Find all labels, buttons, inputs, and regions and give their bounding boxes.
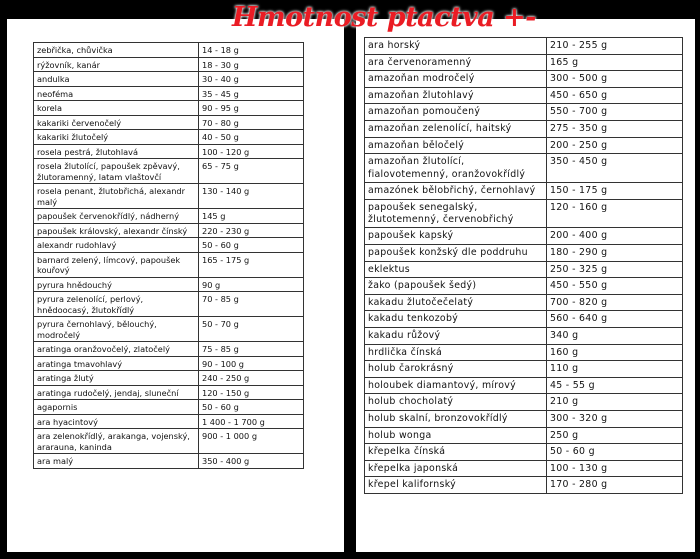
- table-row: [34, 342, 304, 357]
- weight-cell: 200 - 400 g: [547, 228, 683, 245]
- bird-name-cell: amazoňan zelenolící, haitský: [365, 120, 547, 137]
- table-row: [34, 43, 304, 58]
- bird-name-cell: holoubek diamantový, mírový: [365, 377, 547, 394]
- bird-name-cell: pyrura černohlavý, bělouchý, modročelý: [34, 317, 199, 342]
- bird-name-cell: amazoňan modročelý: [365, 71, 547, 88]
- table-row: [365, 278, 683, 295]
- table-row: [34, 144, 304, 159]
- bird-name-cell: rosela žlutolící, papoušek zpěvavý, žlutoramenný, latam vlaštovčí: [34, 159, 199, 184]
- weight-cell: 275 - 350 g: [547, 120, 683, 137]
- bird-name-cell: ara červenoramenný: [365, 54, 547, 71]
- weight-cell: 120 - 160 g: [547, 199, 683, 228]
- bird-name-cell: rosela pestrá, žlutohlavá: [34, 144, 199, 159]
- bird-name-cell: holub wonga: [365, 427, 547, 444]
- weight-cell: 340 g: [547, 327, 683, 344]
- table-row: [34, 429, 304, 454]
- weight-cell: 65 - 75 g: [199, 159, 304, 184]
- bird-name-cell: rýžovník, kanár: [34, 57, 199, 72]
- weight-cell: 45 - 55 g: [547, 377, 683, 394]
- left-sheet: [7, 19, 344, 552]
- bird-name-cell: papoušek konžský dle poddruhu: [365, 244, 547, 261]
- table-row: [365, 261, 683, 278]
- bird-name-cell: křepel kalifornský: [365, 477, 547, 494]
- weight-cell: 100 - 130 g: [547, 460, 683, 477]
- table-row: [365, 361, 683, 378]
- bird-name-cell: aratinga oranžovočelý, zlatočelý: [34, 342, 199, 357]
- bird-name-cell: ara zelenokřídlý, arakanga, vojenský, ararauna, kaninda: [34, 429, 199, 454]
- page-title: Hmotnost ptactva +-: [232, 2, 536, 33]
- bird-name-cell: korela: [34, 101, 199, 116]
- bird-name-cell: neoféma: [34, 86, 199, 101]
- bird-name-cell: kakadu růžový: [365, 327, 547, 344]
- weight-cell: 165 - 175 g: [199, 252, 304, 277]
- weight-cell: 150 - 175 g: [547, 182, 683, 199]
- bird-name-cell: amazoňan žlutohlavý: [365, 87, 547, 104]
- weight-cell: 170 - 280 g: [547, 477, 683, 494]
- table-row: [34, 130, 304, 145]
- table-row: [365, 71, 683, 88]
- table-row: [365, 410, 683, 427]
- bird-name-cell: papoušek kapský: [365, 228, 547, 245]
- weight-cell: 350 - 400 g: [199, 454, 304, 469]
- bird-name-cell: křepelka japonská: [365, 460, 547, 477]
- bird-name-cell: hrdlička čínská: [365, 344, 547, 361]
- table-row: [365, 394, 683, 411]
- right-weight-table: [364, 37, 683, 494]
- table-row: [365, 344, 683, 361]
- weight-cell: 200 - 250 g: [547, 137, 683, 154]
- table-row: [34, 414, 304, 429]
- bird-name-cell: ara hyacintový: [34, 414, 199, 429]
- weight-cell: 110 g: [547, 361, 683, 378]
- table-row: [365, 54, 683, 71]
- bird-name-cell: ara horský: [365, 38, 547, 55]
- bird-name-cell: alexandr rudohlavý: [34, 238, 199, 253]
- weight-cell: 130 - 140 g: [199, 184, 304, 209]
- bird-name-cell: kakadu tenkozobý: [365, 311, 547, 328]
- table-row: [34, 252, 304, 277]
- left-weight-table: [33, 42, 304, 469]
- bird-name-cell: agapornis: [34, 400, 199, 415]
- bird-name-cell: papoušek královský, alexandr čínský: [34, 223, 199, 238]
- weight-cell: 120 - 150 g: [199, 385, 304, 400]
- bird-name-cell: papoušek senegalský, žlutotemenný, červenobřichý: [365, 199, 547, 228]
- table-row: [34, 159, 304, 184]
- bird-name-cell: aratinga rudočelý, jendaj, sluneční: [34, 385, 199, 400]
- table-row: [365, 104, 683, 121]
- table-row: [365, 244, 683, 261]
- table-row: [34, 115, 304, 130]
- bird-name-cell: amazoňan běločelý: [365, 137, 547, 154]
- table-row: [34, 86, 304, 101]
- right-sheet: [356, 19, 695, 552]
- weight-cell: 90 g: [199, 277, 304, 292]
- bird-name-cell: barnard zelený, límcový, papoušek kouřový: [34, 252, 199, 277]
- table-row: [365, 460, 683, 477]
- weight-cell: 50 - 70 g: [199, 317, 304, 342]
- weight-cell: 550 - 700 g: [547, 104, 683, 121]
- bird-name-cell: amazoňan pomoučený: [365, 104, 547, 121]
- weight-cell: 50 - 60 g: [199, 238, 304, 253]
- table-row: [365, 294, 683, 311]
- table-row: [34, 101, 304, 116]
- bird-name-cell: pyrura hnědouchý: [34, 277, 199, 292]
- bird-name-cell: kakariki žlutočelý: [34, 130, 199, 145]
- weight-cell: 18 - 30 g: [199, 57, 304, 72]
- bird-name-cell: andulka: [34, 72, 199, 87]
- table-row: [34, 57, 304, 72]
- bird-name-cell: aratinga žlutý: [34, 371, 199, 386]
- weight-cell: 70 - 80 g: [199, 115, 304, 130]
- weight-cell: 450 - 650 g: [547, 87, 683, 104]
- bird-name-cell: papoušek červenokřídlý, nádherný: [34, 209, 199, 224]
- weight-cell: 220 - 230 g: [199, 223, 304, 238]
- bird-name-cell: kakadu žlutočečelatý: [365, 294, 547, 311]
- weight-cell: 240 - 250 g: [199, 371, 304, 386]
- bird-name-cell: zebřička, chůvička: [34, 43, 199, 58]
- weight-cell: 160 g: [547, 344, 683, 361]
- weight-cell: 70 - 85 g: [199, 292, 304, 317]
- weight-cell: 300 - 500 g: [547, 71, 683, 88]
- table-row: [34, 238, 304, 253]
- bird-name-cell: ara malý: [34, 454, 199, 469]
- table-row: [365, 228, 683, 245]
- weight-cell: 165 g: [547, 54, 683, 71]
- weight-cell: 145 g: [199, 209, 304, 224]
- table-row: [365, 327, 683, 344]
- weight-cell: 100 - 120 g: [199, 144, 304, 159]
- table-row: [365, 154, 683, 183]
- bird-name-cell: kakariki červenočelý: [34, 115, 199, 130]
- weight-cell: 35 - 45 g: [199, 86, 304, 101]
- weight-cell: 1 400 - 1 700 g: [199, 414, 304, 429]
- table-row: [365, 427, 683, 444]
- weight-cell: 75 - 85 g: [199, 342, 304, 357]
- bird-name-cell: eklektus: [365, 261, 547, 278]
- weight-cell: 210 - 255 g: [547, 38, 683, 55]
- table-row: [365, 311, 683, 328]
- table-row: [34, 292, 304, 317]
- table-row: [365, 477, 683, 494]
- bird-name-cell: pyrura zelenolící, perlový, hnědoocasý, žlutokřídlý: [34, 292, 199, 317]
- table-row: [34, 223, 304, 238]
- bird-name-cell: křepelka čínská: [365, 444, 547, 461]
- bird-name-cell: amazoňan žlutolící, fialovotemenný, oranžovokřídlý: [365, 154, 547, 183]
- weight-cell: 50 - 60 g: [199, 400, 304, 415]
- weight-cell: 14 - 18 g: [199, 43, 304, 58]
- bird-name-cell: rosela penant, žlutobřichá, alexandr malý: [34, 184, 199, 209]
- table-row: [365, 199, 683, 228]
- weight-cell: 900 - 1 000 g: [199, 429, 304, 454]
- bird-name-cell: žako (papoušek šedý): [365, 278, 547, 295]
- table-row: [34, 356, 304, 371]
- table-row: [34, 72, 304, 87]
- weight-cell: 210 g: [547, 394, 683, 411]
- table-row: [34, 454, 304, 469]
- weight-cell: 180 - 290 g: [547, 244, 683, 261]
- table-row: [34, 277, 304, 292]
- weight-cell: 90 - 100 g: [199, 356, 304, 371]
- table-row: [365, 377, 683, 394]
- weight-cell: 90 - 95 g: [199, 101, 304, 116]
- bird-name-cell: holub skalní, bronzovokřídlý: [365, 410, 547, 427]
- weight-cell: 250 - 325 g: [547, 261, 683, 278]
- weight-cell: 350 - 450 g: [547, 154, 683, 183]
- table-row: [34, 317, 304, 342]
- table-row: [34, 371, 304, 386]
- weight-cell: 300 - 320 g: [547, 410, 683, 427]
- table-row: [365, 182, 683, 199]
- table-row: [34, 400, 304, 415]
- table-row: [365, 137, 683, 154]
- weight-cell: 560 - 640 g: [547, 311, 683, 328]
- table-row: [34, 385, 304, 400]
- weight-cell: 250 g: [547, 427, 683, 444]
- weight-cell: 50 - 60 g: [547, 444, 683, 461]
- weight-cell: 40 - 50 g: [199, 130, 304, 145]
- table-row: [365, 87, 683, 104]
- table-row: [365, 120, 683, 137]
- table-row: [365, 444, 683, 461]
- bird-name-cell: holub čarokrásný: [365, 361, 547, 378]
- bird-name-cell: holub chocholatý: [365, 394, 547, 411]
- weight-cell: 450 - 550 g: [547, 278, 683, 295]
- table-row: [365, 38, 683, 55]
- bird-name-cell: aratinga tmavohlavý: [34, 356, 199, 371]
- weight-cell: 30 - 40 g: [199, 72, 304, 87]
- weight-cell: 700 - 820 g: [547, 294, 683, 311]
- table-row: [34, 184, 304, 209]
- bird-name-cell: amazónek bělobřichý, černohlavý: [365, 182, 547, 199]
- table-row: [34, 209, 304, 224]
